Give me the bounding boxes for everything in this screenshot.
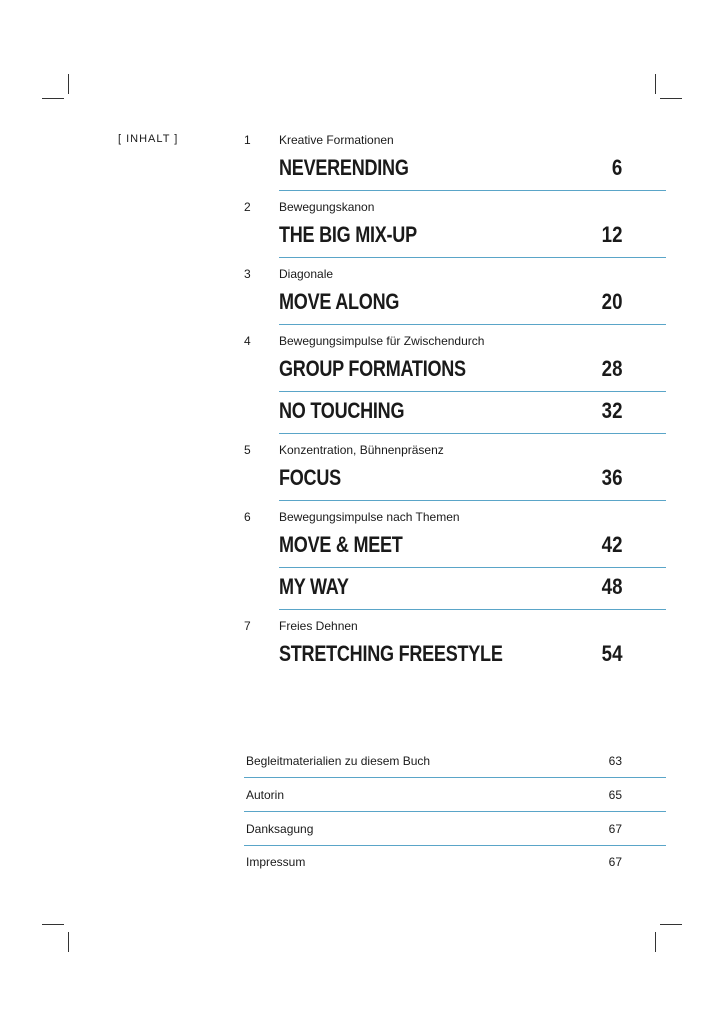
appendix-label: Danksagung bbox=[246, 822, 314, 836]
entry-title: STRETCHING FREESTYLE bbox=[279, 641, 503, 666]
toc-entry[interactable] bbox=[279, 458, 666, 501]
chapter-number: 7 bbox=[244, 619, 251, 633]
appendix-entry[interactable] bbox=[244, 845, 666, 878]
entry-page: 28 bbox=[601, 356, 622, 381]
appendix-label: Begleitmaterialien zu diesem Buch bbox=[246, 754, 431, 768]
entry-page: 54 bbox=[601, 641, 622, 666]
chapter-subtitle: Diagonale bbox=[279, 267, 334, 281]
entry-page: 36 bbox=[601, 465, 622, 490]
toc-entry[interactable] bbox=[279, 215, 666, 258]
toc-entry[interactable] bbox=[279, 525, 666, 568]
entry-page: 42 bbox=[601, 532, 622, 557]
chapter-subtitle: Konzentration, Bühnenpräsenz bbox=[279, 443, 444, 457]
entry-title: GROUP FORMATIONS bbox=[279, 356, 466, 381]
toc-entry[interactable] bbox=[279, 282, 666, 325]
toc-entry[interactable] bbox=[279, 634, 666, 676]
entry-page: 6 bbox=[611, 155, 622, 180]
entry-title: MOVE & MEET bbox=[279, 532, 403, 557]
entry-page: 12 bbox=[601, 222, 622, 247]
appendix-page: 67 bbox=[608, 855, 622, 869]
crop-mark bbox=[42, 98, 64, 99]
chapter-number: 3 bbox=[244, 267, 251, 281]
chapter-subtitle: Freies Dehnen bbox=[279, 619, 358, 633]
appendix-entry[interactable] bbox=[244, 778, 666, 812]
entry-title: NO TOUCHING bbox=[279, 398, 405, 423]
chapter-subtitle: Bewegungskanon bbox=[279, 200, 375, 214]
crop-mark bbox=[660, 98, 682, 99]
crop-mark bbox=[68, 74, 69, 94]
appendix-page: 65 bbox=[608, 788, 622, 802]
crop-mark bbox=[68, 932, 69, 952]
toc-entry[interactable] bbox=[279, 148, 666, 191]
appendix-label: Impressum bbox=[246, 855, 306, 869]
crop-mark bbox=[660, 924, 682, 925]
chapter-number: 4 bbox=[244, 334, 251, 348]
toc-entry[interactable] bbox=[279, 391, 666, 434]
chapter-number: 5 bbox=[244, 443, 251, 457]
crop-mark bbox=[42, 924, 64, 925]
chapter-number: 6 bbox=[244, 510, 251, 524]
toc-entry[interactable] bbox=[279, 349, 666, 392]
crop-mark bbox=[655, 932, 656, 952]
appendix-entry[interactable] bbox=[244, 812, 666, 846]
entry-title: FOCUS bbox=[279, 465, 341, 490]
entry-page: 32 bbox=[601, 398, 622, 423]
chapter-subtitle: Bewegungsimpulse für Zwischendurch bbox=[279, 334, 485, 348]
chapter-subtitle: Bewegungsimpulse nach Themen bbox=[279, 510, 460, 524]
chapter-subtitle: Kreative Formationen bbox=[279, 133, 394, 147]
crop-mark bbox=[655, 74, 656, 94]
entry-page: 48 bbox=[601, 574, 622, 599]
appendix-entry[interactable] bbox=[244, 744, 666, 778]
entry-title: THE BIG MIX-UP bbox=[279, 222, 417, 247]
chapter-number: 2 bbox=[244, 200, 251, 214]
entry-title: MOVE ALONG bbox=[279, 289, 400, 314]
toc-label: [ INHALT ] bbox=[118, 133, 179, 145]
chapter-number: 1 bbox=[244, 133, 251, 147]
entry-page: 20 bbox=[601, 289, 622, 314]
entry-title: MY WAY bbox=[279, 574, 349, 599]
appendix-page: 63 bbox=[608, 754, 622, 768]
toc-entry[interactable] bbox=[279, 567, 666, 610]
appendix-page: 67 bbox=[608, 822, 622, 836]
appendix-label: Autorin bbox=[246, 788, 285, 802]
entry-title: NEVERENDING bbox=[279, 155, 409, 180]
